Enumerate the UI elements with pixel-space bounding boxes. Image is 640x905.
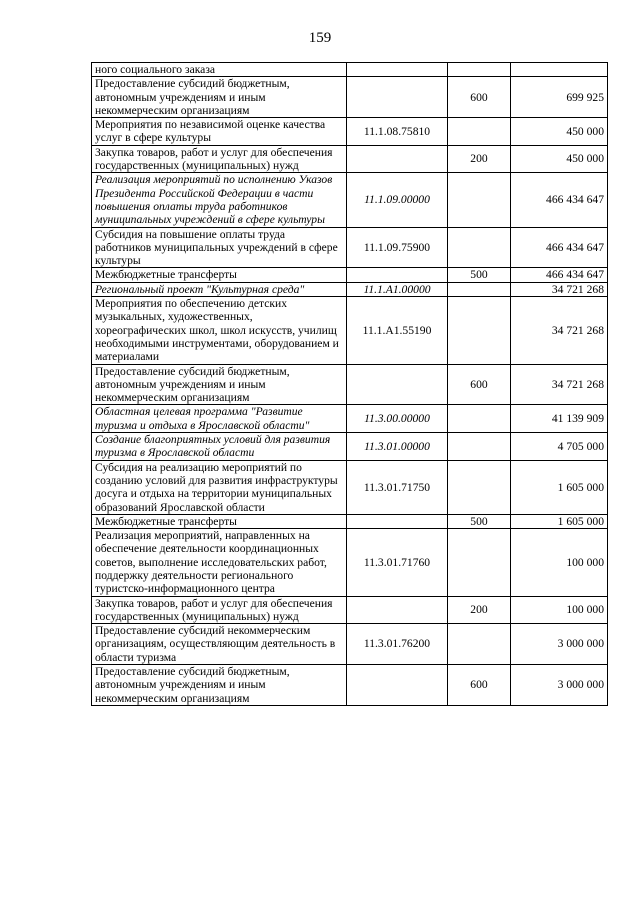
table-row bbox=[92, 624, 608, 665]
row-type-cell: 600 bbox=[448, 77, 511, 118]
row-name-cell: Предоставление субсидий бюджетным, автономным учреждениям и иным некоммерческим организациям bbox=[92, 665, 347, 706]
row-type-cell bbox=[448, 624, 511, 665]
table-row bbox=[92, 145, 608, 173]
row-type-cell bbox=[448, 297, 511, 364]
row-amount-cell: 41 139 909 bbox=[511, 405, 608, 433]
row-name-cell: Мероприятия по обеспечению детских музыкальных, художественных, хореографических школ, школ искусств, училищ необходимыми инструментами, оборудованием и материалами bbox=[92, 297, 347, 364]
row-code-cell: 11.3.01.71750 bbox=[347, 460, 448, 514]
row-type-cell bbox=[448, 433, 511, 461]
row-name-cell: Создание благоприятных условий для развития туризма в Ярославской области bbox=[92, 433, 347, 461]
row-type-cell bbox=[448, 227, 511, 268]
table-row bbox=[92, 665, 608, 706]
row-code-cell bbox=[347, 596, 448, 624]
row-amount-cell: 450 000 bbox=[511, 145, 608, 173]
row-amount-cell: 4 705 000 bbox=[511, 433, 608, 461]
table-row bbox=[92, 173, 608, 227]
row-type-cell: 600 bbox=[448, 665, 511, 706]
row-code-cell: 11.1.А1.55190 bbox=[347, 297, 448, 364]
row-amount-cell: 699 925 bbox=[511, 77, 608, 118]
row-code-cell bbox=[347, 145, 448, 173]
row-amount-cell: 466 434 647 bbox=[511, 227, 608, 268]
row-name-cell: Реализация мероприятий, направленных на обеспечение деятельности координационных советов, выполнение исследовательских работ, поддержку деятельности регионального туристско-информационного центра bbox=[92, 529, 347, 596]
row-name-cell: Субсидия на реализацию мероприятий по созданию условий для развития инфраструктуры досуга и отдыха на территории муниципальных образований Ярославской области bbox=[92, 460, 347, 514]
row-code-cell: 11.3.01.71760 bbox=[347, 529, 448, 596]
row-code-cell: 11.3.00.00000 bbox=[347, 405, 448, 433]
row-name-cell: Реализация мероприятий по исполнению Указов Президента Российской Федерации в части повышения оплаты труда работников муниципальных учреждений в сфере культуры bbox=[92, 173, 347, 227]
row-code-cell: 11.3.01.76200 bbox=[347, 624, 448, 665]
row-type-cell bbox=[448, 405, 511, 433]
row-type-cell: 200 bbox=[448, 596, 511, 624]
row-type-cell: 200 bbox=[448, 145, 511, 173]
row-name-cell: Межбюджетные трансферты bbox=[92, 514, 347, 528]
row-type-cell bbox=[448, 282, 511, 296]
row-name-cell: Субсидия на повышение оплаты труда работников муниципальных учреждений в сфере культуры bbox=[92, 227, 347, 268]
table-row bbox=[92, 77, 608, 118]
row-code-cell bbox=[347, 514, 448, 528]
row-amount-cell: 466 434 647 bbox=[511, 173, 608, 227]
table-row bbox=[92, 268, 608, 282]
table-row bbox=[92, 433, 608, 461]
table-row bbox=[92, 282, 608, 296]
row-code-cell bbox=[347, 665, 448, 706]
row-code-cell: 11.1.08.75810 bbox=[347, 118, 448, 146]
row-amount-cell: 466 434 647 bbox=[511, 268, 608, 282]
row-type-cell: 500 bbox=[448, 268, 511, 282]
table-row bbox=[92, 596, 608, 624]
table-row bbox=[92, 297, 608, 364]
row-amount-cell: 100 000 bbox=[511, 596, 608, 624]
row-amount-cell: 100 000 bbox=[511, 529, 608, 596]
row-type-cell: 600 bbox=[448, 364, 511, 405]
row-amount-cell: 1 605 000 bbox=[511, 514, 608, 528]
row-code-cell bbox=[347, 364, 448, 405]
row-type-cell: 500 bbox=[448, 514, 511, 528]
row-code-cell bbox=[347, 77, 448, 118]
table-row bbox=[92, 63, 608, 77]
table-row bbox=[92, 460, 608, 514]
row-code-cell: 11.1.09.75900 bbox=[347, 227, 448, 268]
row-type-cell bbox=[448, 63, 511, 77]
row-name-cell: ного социального заказа bbox=[92, 63, 347, 77]
row-code-cell bbox=[347, 63, 448, 77]
budget-table bbox=[91, 62, 608, 706]
row-amount-cell: 34 721 268 bbox=[511, 297, 608, 364]
row-amount-cell: 34 721 268 bbox=[511, 282, 608, 296]
row-code-cell: 11.1.А1.00000 bbox=[347, 282, 448, 296]
row-amount-cell: 1 605 000 bbox=[511, 460, 608, 514]
table-row bbox=[92, 529, 608, 596]
row-type-cell bbox=[448, 460, 511, 514]
table-row bbox=[92, 514, 608, 528]
table-row bbox=[92, 118, 608, 146]
row-code-cell: 11.1.09.00000 bbox=[347, 173, 448, 227]
row-name-cell: Региональный проект "Культурная среда" bbox=[92, 282, 347, 296]
row-amount-cell: 3 000 000 bbox=[511, 624, 608, 665]
row-name-cell: Предоставление субсидий бюджетным, автономным учреждениям и иным некоммерческим организациям bbox=[92, 364, 347, 405]
row-name-cell: Закупка товаров, работ и услуг для обеспечения государственных (муниципальных) нужд bbox=[92, 596, 347, 624]
row-type-cell bbox=[448, 173, 511, 227]
row-name-cell: Областная целевая программа "Развитие туризма и отдыха в Ярославской области" bbox=[92, 405, 347, 433]
row-amount-cell: 3 000 000 bbox=[511, 665, 608, 706]
row-code-cell: 11.3.01.00000 bbox=[347, 433, 448, 461]
row-amount-cell bbox=[511, 63, 608, 77]
row-amount-cell: 34 721 268 bbox=[511, 364, 608, 405]
row-type-cell bbox=[448, 529, 511, 596]
row-name-cell: Межбюджетные трансферты bbox=[92, 268, 347, 282]
row-name-cell: Закупка товаров, работ и услуг для обеспечения государственных (муниципальных) нужд bbox=[92, 145, 347, 173]
row-name-cell: Мероприятия по независимой оценке качества услуг в сфере культуры bbox=[92, 118, 347, 146]
table-row bbox=[92, 227, 608, 268]
row-name-cell: Предоставление субсидий некоммерческим организациям, осуществляющим деятельность в области туризма bbox=[92, 624, 347, 665]
row-amount-cell: 450 000 bbox=[511, 118, 608, 146]
row-name-cell: Предоставление субсидий бюджетным, автономным учреждениям и иным некоммерческим организациям bbox=[92, 77, 347, 118]
table-row bbox=[92, 364, 608, 405]
table-row bbox=[92, 405, 608, 433]
row-type-cell bbox=[448, 118, 511, 146]
page-number: 159 bbox=[308, 30, 332, 46]
row-code-cell bbox=[347, 268, 448, 282]
